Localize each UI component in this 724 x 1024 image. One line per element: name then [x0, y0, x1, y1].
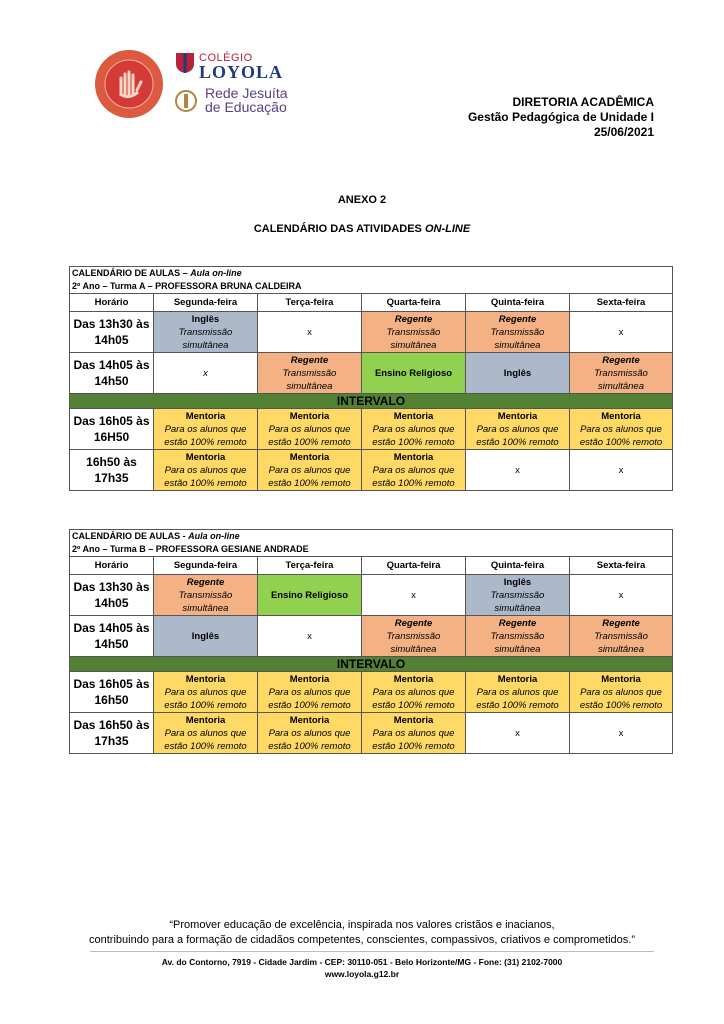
schedule-cell: Inglês Transmissão simultânea [154, 312, 258, 353]
caption-main: CALENDÁRIO DE AULAS – [72, 268, 191, 278]
schedule-cell: Mentoria Para os alunos que estão 100% remoto [570, 672, 673, 713]
table-row [70, 353, 673, 394]
caption-emph: Aula on-line [188, 531, 240, 541]
document-header [468, 95, 654, 140]
address-block [0, 956, 724, 980]
schedule-cell: Mentoria Para os alunos que estão 100% remoto [258, 713, 362, 754]
hand-emblem-icon [95, 50, 163, 118]
jesuit-seal-icon [175, 90, 197, 112]
column-header: Sexta-feira [570, 294, 673, 312]
schedule-cell: Regente Transmissão simultânea [570, 353, 673, 394]
schedule-cell: Regente Transmissão simultânea [362, 616, 466, 657]
schedule-cell: x [466, 450, 570, 491]
schedule-cell: x [258, 616, 362, 657]
schedule-cell: x [570, 575, 673, 616]
interval-row: INTERVALO [70, 394, 673, 409]
table-caption [70, 267, 673, 281]
table-row [70, 713, 673, 754]
schedule-cell: Regente Transmissão simultânea [466, 312, 570, 353]
calendar-title-emph: ON-LINE [424, 223, 471, 235]
table-row [70, 575, 673, 616]
table-row [70, 409, 673, 450]
caption-main: CALENDÁRIO DE AULAS - [72, 531, 189, 541]
time-slot: Das 14h05 às 14h50 [70, 353, 154, 394]
unit: Gestão Pedagógica de Unidade I [467, 110, 654, 124]
schedule-cell: Mentoria Para os alunos que estão 100% remoto [258, 409, 362, 450]
column-header: Terça-feira [258, 294, 362, 312]
time-slot: Das 13h30 às 14h05 [70, 312, 154, 353]
column-header: Quinta-feira [466, 294, 570, 312]
schedule-cell: Mentoria Para os alunos que estão 100% remoto [154, 450, 258, 491]
time-slot: Das 16h50 às 17h35 [70, 713, 154, 754]
schedule-cell: Mentoria Para os alunos que estão 100% remoto [258, 450, 362, 491]
table-row [70, 616, 673, 657]
address: Av. do Contorno, 7919 - Cidade Jardim - CEP: 30110-051 - Belo Horizonte/MG - Fone: (31) 2102-7000 [161, 957, 563, 967]
schedule-cell: Regente Transmissão simultânea [362, 312, 466, 353]
schedule-cell: x [154, 353, 258, 394]
schedule-cell: Mentoria Para os alunos que estão 100% remoto [466, 409, 570, 450]
time-slot: Das 16h05 às 16H50 [70, 409, 154, 450]
department: DIRETORIA ACADÊMICA [512, 95, 654, 109]
quote-line-1: “Promover educação de excelência, inspirada nos valores cristãos e inacianos, [169, 919, 555, 931]
calendar-title-main: CALENDÁRIO DAS ATIVIDADES [253, 223, 425, 235]
mission-quote [0, 918, 724, 948]
schedule-cell: Inglês [466, 353, 570, 394]
schedule-cell: Inglês Transmissão simultânea [466, 575, 570, 616]
schedule-cell: Ensino Religioso [258, 575, 362, 616]
colegio-loyola-emblem [95, 50, 163, 118]
schedule-cell: Mentoria Para os alunos que estão 100% remoto [362, 672, 466, 713]
schedule-cell: Inglês [154, 616, 258, 657]
college-name: LOYOLA [199, 62, 284, 82]
schedule-cell: Mentoria Para os alunos que estão 100% remoto [154, 672, 258, 713]
schedule-cell: Mentoria Para os alunos que estão 100% remoto [258, 672, 362, 713]
column-header: Quinta-feira [466, 557, 570, 575]
column-header: Terça-feira [258, 557, 362, 575]
class-line: 2º Ano – Turma A – PROFESSORA BRUNA CALDEIRA [70, 280, 673, 294]
schedule-cell: x [466, 713, 570, 754]
schedule-cell: x [570, 312, 673, 353]
schedule-cell: x [570, 713, 673, 754]
time-slot: 16h50 às 17h35 [70, 450, 154, 491]
date: 25/06/2021 [593, 125, 654, 139]
schedule-table-a [69, 266, 673, 491]
schedule-cell: Mentoria Para os alunos que estão 100% remoto [362, 450, 466, 491]
interval-row: INTERVALO [70, 657, 673, 672]
column-header: Horário [70, 294, 154, 312]
schedule-cell: x [570, 450, 673, 491]
schedule-cell: Regente Transmissão simultânea [466, 616, 570, 657]
network-line-1: Rede Jesuíta [205, 85, 288, 101]
caption-emph: Aula on-line [190, 268, 242, 278]
footer-divider [90, 951, 654, 952]
schedule-table-b [69, 529, 673, 754]
header-row [70, 294, 673, 312]
quote-line-2: contribuindo para a formação de cidadãos competentes, conscientes, compassivos, criativos e comprometidos.” [89, 934, 635, 946]
table-row [70, 450, 673, 491]
column-header: Segunda-feira [154, 557, 258, 575]
annex-title: ANEXO 2 [337, 194, 387, 206]
time-slot: Das 16h05 às 16h50 [70, 672, 154, 713]
calendar-title [0, 223, 724, 235]
schedule-cell: Mentoria Para os alunos que estão 100% remoto [570, 409, 673, 450]
column-header: Sexta-feira [570, 557, 673, 575]
schedule-cell: Regente Transmissão simultânea [258, 353, 362, 394]
time-slot: Das 14h05 às 14h50 [70, 616, 154, 657]
website-link[interactable]: www.loyola.g12.br [324, 969, 400, 979]
schedule-cell: Mentoria Para os alunos que estão 100% remoto [154, 409, 258, 450]
column-header: Segunda-feira [154, 294, 258, 312]
schedule-cell: Mentoria Para os alunos que estão 100% remoto [466, 672, 570, 713]
schedule-cell: Ensino Religioso [362, 353, 466, 394]
column-header: Horário [70, 557, 154, 575]
schedule-cell: x [258, 312, 362, 353]
time-slot: Das 13h30 às 14h05 [70, 575, 154, 616]
schedule-cell: Mentoria Para os alunos que estão 100% remoto [362, 713, 466, 754]
schedule-cell: x [362, 575, 466, 616]
schedule-cell: Regente Transmissão simultânea [154, 575, 258, 616]
table-caption [70, 530, 673, 544]
college-label: COLÉGIO [199, 52, 253, 64]
table-row [70, 672, 673, 713]
table-row [70, 312, 673, 353]
shield-icon [175, 52, 195, 74]
network-line-2: de Educação [205, 99, 287, 115]
schedule-cell: Regente Transmissão simultânea [570, 616, 673, 657]
network-name [205, 86, 288, 114]
schedule-cell: Mentoria Para os alunos que estão 100% remoto [362, 409, 466, 450]
column-header: Quarta-feira [362, 294, 466, 312]
schedule-cell: Mentoria Para os alunos que estão 100% remoto [154, 713, 258, 754]
column-header: Quarta-feira [362, 557, 466, 575]
class-line: 2º Ano – Turma B – PROFESSORA GESIANE ANDRADE [70, 543, 673, 557]
header-row [70, 557, 673, 575]
